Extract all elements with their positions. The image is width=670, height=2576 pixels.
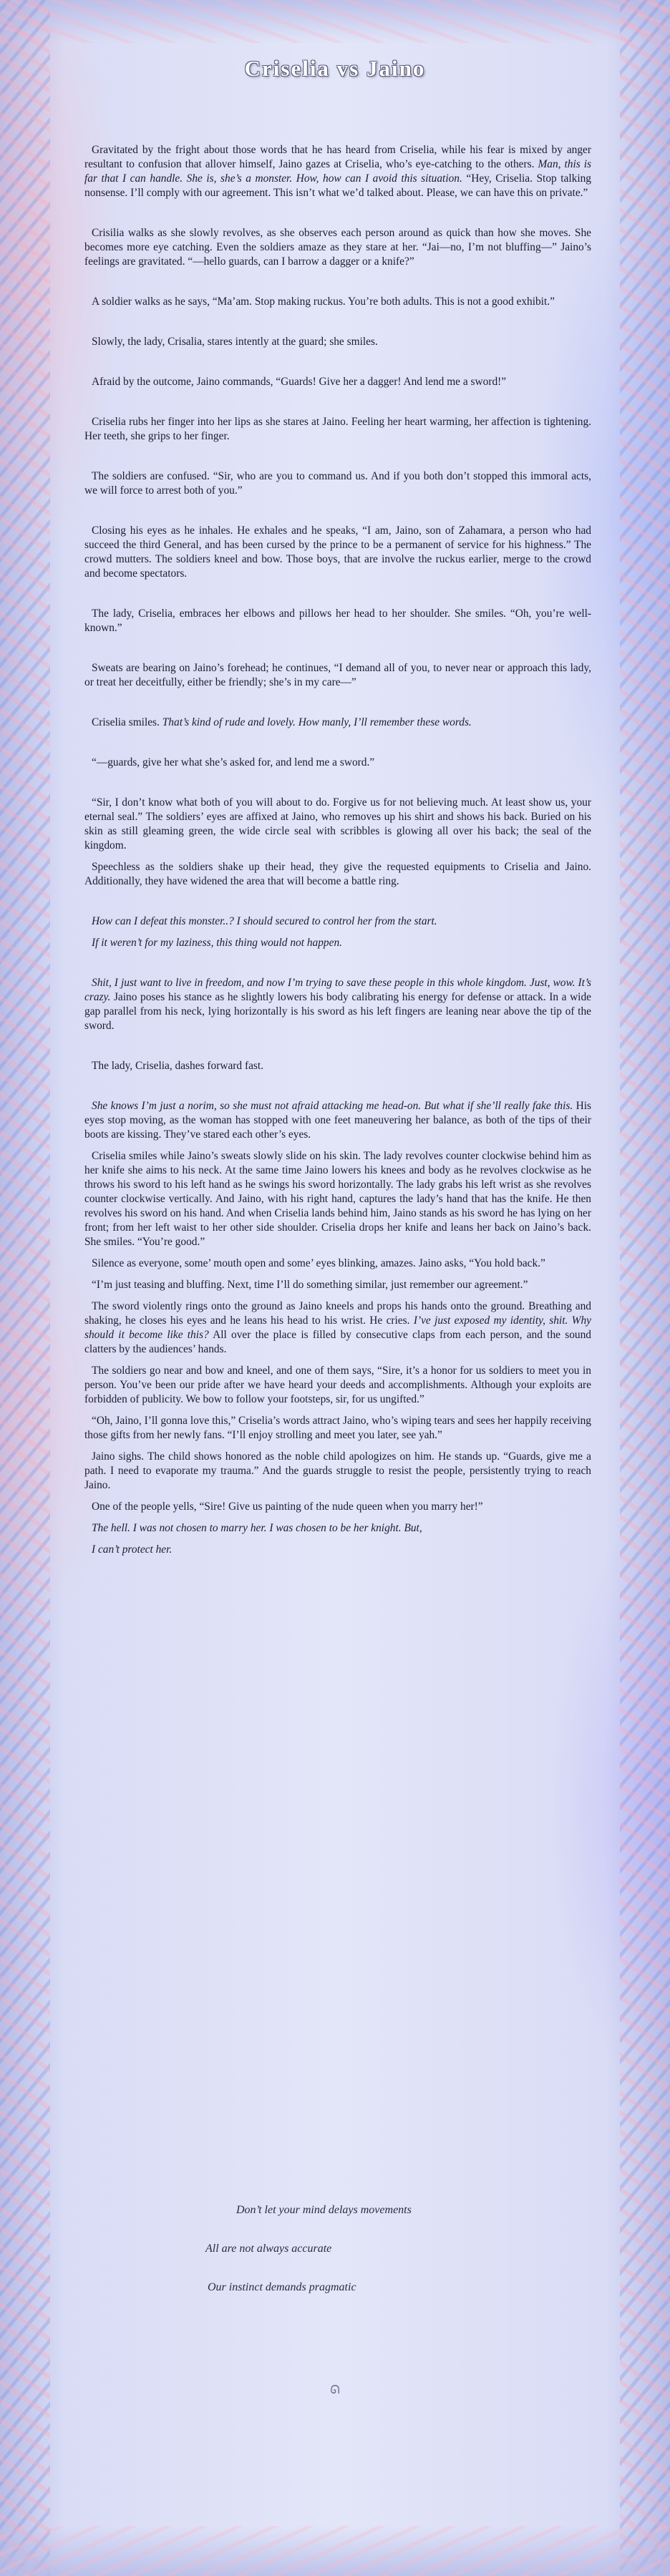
paragraph [84,1149,591,1249]
paragraph [84,756,591,770]
paragraph-text: “Oh, Jaino, I’ll gonna love this,” Criselia’s words attract Jaino, who’s wiping tears and sees her happily receiving those gifts from her newly fans. “I’ll enjoy strolling and meet you later, see yah.” [84,1415,591,1441]
paragraph [84,607,591,635]
paragraph-text: “Sir, I don’t know what both of you will about to do. Forgive us for not believing much. At least show us, your eternal seal.” The soldiers’ eyes are affixed at Jaino, who removes up his shirt and shows his back. Buried on his skin as still gleaming green, the wide circle seal with scribbles is glowing all over his back; the seal of the kingdom. [84,796,591,852]
paragraph [84,936,591,950]
paragraph [84,1500,591,1514]
paragraph [84,335,591,349]
paragraph [84,914,591,929]
paragraph [84,1414,591,1443]
paragraph-text: One of the people yells, “Sire! Give us painting of the nude queen when you marry her!” [92,1501,483,1513]
paragraph [84,1257,591,1271]
page-title: Criselia vs Jaino [244,56,426,81]
paragraph [84,796,591,853]
paragraph-thought: I’ve just exposed my identity, shit. Why should it become like this? [84,1314,591,1341]
paragraph [84,143,591,200]
poem-line-2: All are not always accurate [205,2243,332,2255]
paragraph-text: Slowly, the lady, Crisalia, stares intently at the guard; she smiles. [92,336,378,348]
paragraph-text: The soldiers are confused. “Sir, who are you to command us. And if you both don’t stopped this immoral acts, we will force to arrest both of you.” [84,470,591,497]
paragraph [84,1278,591,1292]
poem-line-3: Our instinct demands pragmatic [208,2281,356,2293]
paragraph-thought: That’s kind of rude and lovely. How manly, I’ll remember these words. [162,716,472,728]
paragraph [84,1059,591,1073]
paragraph-thought: Man, this is far that I can handle. She is, she’s a monster. How, how can I avoid this situation. [84,158,591,185]
paragraph-thought: The hell. I was not chosen to marry her. I was chosen to be her knight. But, [92,1522,422,1534]
paragraph-text-after: Jaino poses his stance as he slightly lowers his body calibrating his energy for defense or attack. In a wide gap parallel from his neck, lying horizontally is his sword as his left fingers are leaning near above the tip of the sword. [84,991,591,1032]
paragraph-text-after: His eyes stop moving, as the woman has stopped with one feet maneuvering her balance, as both of the tips of their boots are kissing. They’ve stared each other’s eyes. [84,1100,592,1141]
paragraph-text: The soldiers go near and bow and kneel, and one of them says, “Sire, it’s a honor for us soldiers to meet you in person. You’ve been our pride after we have heard your deeds and accomplishments. Although your exploits are forbidden of publicity. We bow to follow your footsteps, sir, for us ungifted.” [84,1365,591,1405]
poem-line-1: Don’t let your mind delays movements [236,2204,412,2216]
paragraph-text: Criselia smiles while Jaino’s sweats slowly slide on his skin. The lady revolves counter clockwise behind him as her knife she aims to his neck. At the same time Jaino lowers his knees and body as he revolves clockwise as he throws his sword to his left hand as he swings his sword horizontally. The lady grabs his left wrist as she revolves counter clockwise vertically. And Jaino, with his right hand, captures the lady’s hand that has the knife. He then revolves his sword on his hand. And when Criselia lands behind him, Jaino stands as his sword he has lying on her front; from her left waist to her other side shoulder. Criselia drops her knife and leans her back on Jaino’s back. She smiles. “You’re good.” [84,1150,591,1248]
decorative-top-border [0,0,670,43]
paragraph-text: Closing his eyes as he inhales. He exhales and he speaks, “I am, Jaino, son of Zahamara, a person who had succeed the third General, and has been cursed by the prince to be a permanent of service for his highness.” The crowd mutters. The soldiers kneel and bow. Those boys, that are involve the ruckus earlier, merge to the crowd and become spectators. [84,525,591,580]
story-text [84,136,591,1557]
paragraph-text: The lady, Criselia, dashes forward fast. [92,1060,264,1072]
decorative-bottom-border [0,2526,670,2576]
paragraph-text: The lady, Criselia, embraces her elbows and pillows her head to her shoulder. She smiles. “Oh, you’re well-known.” [84,608,591,634]
paragraph [84,415,591,444]
paragraph [84,1099,591,1142]
paragraph [84,860,591,889]
paragraph-text: Sweats are bearing on Jaino’s forehead; he continues, “I demand all of you, to never near or approach this lady, or treat her deceitfully, either be friendly; she’s in my care—” [84,662,591,688]
paragraph [84,976,591,1033]
paragraph-text-after: All over the place is filled by consecutive claps from each person, and the sound clatters by the audiences’ hands. [84,1329,591,1355]
paragraph-text: Criselia rubs her finger into her lips as she stares at Jaino. Feeling her heart warming, her affection is tightening. Her teeth, she grips to her finger. [84,416,591,442]
paragraph-text: Jaino sighs. The child shows honored as the noble child apologizes on him. He stands up. “Guards, give me a path. I need to evaporate my trauma.” And the guards struggle to resist the people, persistently trying to reach Jaino. [84,1450,591,1491]
paragraph [84,716,591,730]
paragraph-text-after: “Hey, Criselia. Stop talking nonsense. I’ll comply with our agreement. This isn’t what we’d talked about. Please, we can have this on private.” [84,172,591,199]
paragraph-thought: I can’t protect her. [92,1543,173,1556]
paragraph-text: Crisilia walks as she slowly revolves, as she observes each person around as quick than how she moves. She becomes more eye catching. Even the soldiers amaze as they stare at her. “Jai—no, I’m not bluffing—” Jaino’s feelings are gravitated. “—hello guards, can I barrow a dagger or a knife?” [84,227,591,268]
decorative-right-border [620,0,670,2576]
ornament-icon: ᘏ [330,2384,340,2396]
paragraph-text: “—guards, give her what she’s asked for, and lend me a sword.” [92,756,375,769]
paragraph-thought: Shit, I just want to live in freedom, and now I’m trying to save these people in this whole kingdom. Just, wow. It’s crazy. [84,977,591,1003]
paragraph [84,295,591,309]
paragraph-text: Criselia smiles. [92,716,162,728]
paragraph-text: Afraid by the outcome, Jaino commands, “Guards! Give her a dagger! And lend me a sword!” [92,376,507,388]
decorative-left-border [0,0,50,2576]
paragraph [84,469,591,498]
paragraph-text: Gravitated by the fright about those words that he has heard from Criselia, while his fear is mixed by anger resultant to confusion that allover himself, Jaino gazes at Criselia, who’s eye-catching to the others. [84,144,591,170]
paragraph-text: “I’m just teasing and bluffing. Next, time I’ll do something similar, just remember our agreement.” [92,1279,528,1291]
paragraph-text: Silence as everyone, some’ mouth open and some’ eyes blinking, amazes. Jaino asks, “You hold back.” [92,1257,545,1269]
paragraph-thought: She knows I’m just a norim, so she must not afraid attacking me head-on. But what if she’ll really fake this. [92,1100,573,1112]
paragraph [84,1364,591,1407]
paragraph-text: A soldier walks as he says, “Ma’am. Stop making ruckus. You’re both adults. This is not a good exhibit.” [92,296,555,308]
paragraph [84,1521,591,1536]
paragraph [84,1299,591,1357]
paragraph-thought: How can I defeat this monster..? I should secured to control her from the start. [92,915,437,927]
paragraph-thought: If it weren’t for my laziness, this thing would not happen. [92,937,342,949]
paragraph-text: Speechless as the soldiers shake up their head, they give the requested equipments to Criselia and Jaino. Additionally, they have widened the area that will become a battle ring. [84,861,591,887]
paragraph-text: The sword violently rings onto the ground as Jaino kneels and props his hands onto the ground. Breathing and shaking, he closes his eyes and he leans his head to his wrist. He cries. [84,1300,591,1327]
paragraph [84,524,591,581]
paragraph [84,375,591,389]
paragraph [84,661,591,690]
paragraph [84,1543,591,1557]
paragraph [84,226,591,269]
paragraph [84,1450,591,1493]
